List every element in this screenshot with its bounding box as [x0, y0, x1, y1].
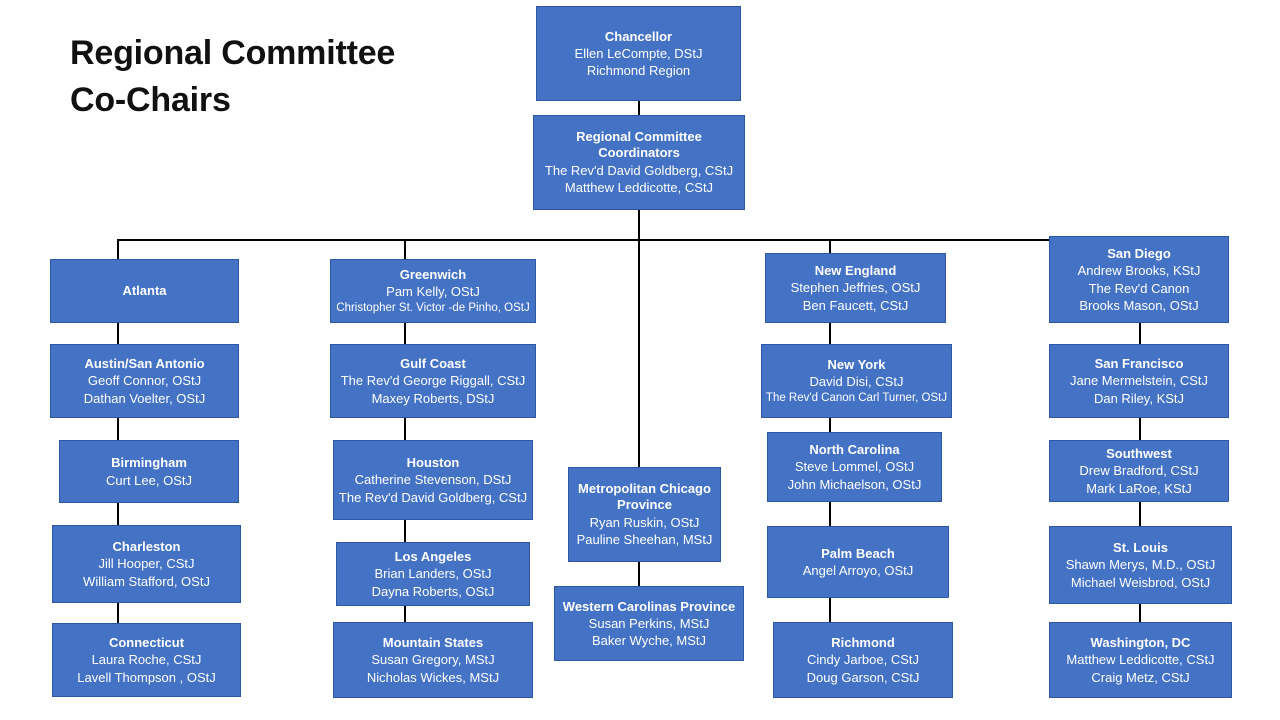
- node-line: Angel Arroyo, OStJ: [802, 563, 914, 578]
- node-los-angeles[interactable]: [336, 542, 530, 606]
- node-line: Pam Kelly, OStJ: [386, 284, 480, 300]
- node-charleston[interactable]: [52, 525, 241, 603]
- node-atlanta[interactable]: [50, 259, 239, 323]
- node-line: Steve Lommel, OStJ: [794, 459, 915, 475]
- node-line: Cindy Jarboe, CStJ: [807, 652, 919, 668]
- connector-c1-1: [117, 322, 119, 344]
- node-line: Richmond Region: [586, 63, 691, 79]
- connector-c3-1: [638, 562, 640, 586]
- node-line: Matthew Leddicotte, CStJ: [1066, 652, 1215, 668]
- node-title: Palm Beach: [821, 545, 895, 561]
- node-line: Curt Lee, OStJ: [106, 472, 192, 488]
- node-title: Western Carolinas Province: [562, 598, 736, 614]
- node-new-york[interactable]: [761, 344, 952, 418]
- node-line: Nicholas Wickes, MStJ: [366, 669, 500, 685]
- node-title: Charleston: [112, 539, 181, 555]
- node-line: Jill Hooper, CStJ: [98, 556, 195, 572]
- node-title: Mountain States: [382, 635, 484, 651]
- node-line: Lavell Thompson , OStJ: [77, 669, 216, 685]
- node-line: Drew Bradford, CStJ: [1079, 463, 1199, 479]
- page-title: [70, 30, 500, 124]
- connector-c5-3: [1139, 502, 1141, 526]
- node-line: The Rev'd Canon Carl Turner, OStJ: [765, 391, 948, 404]
- node-line: Dan Riley, KStJ: [1093, 390, 1185, 406]
- node-line: Baker Wyche, MStJ: [591, 633, 707, 649]
- node-title: Austin/San Antonio: [84, 356, 205, 372]
- node-line: Brian Landers, OStJ: [374, 566, 492, 582]
- node-title-line-2: Coordinators: [598, 145, 680, 161]
- node-line: Susan Perkins, MStJ: [588, 615, 710, 631]
- node-title: Richmond: [831, 635, 895, 651]
- node-st-louis[interactable]: [1049, 526, 1232, 604]
- node-line: Craig Metz, CStJ: [1091, 669, 1190, 685]
- connector-horizontal-bus: [117, 239, 1140, 241]
- node-title: Chancellor: [604, 28, 673, 44]
- node-line: The Rev'd David Goldberg, CStJ: [338, 489, 528, 505]
- node-line: Mark LaRoe, KStJ: [1086, 480, 1192, 496]
- node-new-england[interactable]: [765, 253, 946, 323]
- connector-c1-4: [117, 602, 119, 623]
- node-title-line-1: Metropolitan Chicago: [578, 481, 711, 497]
- node-north-carolina[interactable]: [767, 432, 942, 502]
- node-title-line-2: Province: [617, 497, 672, 513]
- connector-c4-3: [829, 502, 831, 526]
- connector-c5-2: [1139, 418, 1141, 440]
- node-line: Doug Garson, CStJ: [806, 669, 920, 685]
- node-title: St. Louis: [1113, 540, 1168, 556]
- node-line: Pauline Sheehan, MStJ: [576, 531, 713, 547]
- node-line: John Michaelson, OStJ: [787, 476, 922, 492]
- node-title: Southwest: [1106, 446, 1172, 462]
- connector-coordinators-bus: [638, 210, 640, 240]
- node-line: Jane Mermelstein, CStJ: [1070, 373, 1208, 389]
- node-houston[interactable]: [333, 440, 533, 520]
- node-title: Gulf Coast: [400, 356, 466, 372]
- node-title: Connecticut: [108, 635, 185, 651]
- node-western-carolinas-province[interactable]: [554, 586, 744, 661]
- node-palm-beach[interactable]: [767, 526, 949, 598]
- connector-c2-4: [404, 606, 406, 622]
- connector-c5-4: [1139, 604, 1141, 622]
- connector-drop-column-2: [404, 239, 406, 260]
- node-line: David Disi, CStJ: [809, 374, 904, 390]
- node-chancellor[interactable]: [536, 6, 741, 101]
- node-greenwich[interactable]: [330, 259, 536, 323]
- node-line: Ryan Ruskin, OStJ: [589, 514, 700, 530]
- node-washington-dc[interactable]: [1049, 622, 1232, 698]
- node-southwest[interactable]: [1049, 440, 1229, 502]
- connector-c2-1: [404, 322, 406, 344]
- node-line: Dathan Voelter, OStJ: [83, 390, 206, 406]
- connector-c5-1: [1139, 322, 1141, 344]
- node-title: Birmingham: [111, 455, 187, 471]
- node-title: San Diego: [1107, 246, 1171, 262]
- node-line: Matthew Leddicotte, CStJ: [564, 179, 714, 195]
- node-line: Ben Faucett, CStJ: [802, 297, 909, 313]
- node-connecticut[interactable]: [52, 623, 241, 697]
- node-line: William Stafford, OStJ: [83, 573, 210, 589]
- node-line: Catherine Stevenson, DStJ: [354, 472, 512, 488]
- connector-c4-4: [829, 598, 831, 622]
- node-line: Andrew Brooks, KStJ: [1077, 263, 1201, 279]
- node-title: New York: [827, 357, 886, 373]
- node-title: Houston: [406, 455, 460, 471]
- connector-drop-column-4: [829, 239, 831, 253]
- node-line: Stephen Jeffries, OStJ: [790, 280, 921, 296]
- node-austin-san-antonio[interactable]: [50, 344, 239, 418]
- node-line: Christopher St. Victor -de Pinho, OStJ: [336, 301, 530, 314]
- node-richmond[interactable]: [773, 622, 953, 698]
- node-line: The Rev'd George Riggall, CStJ: [340, 373, 526, 389]
- connector-c4-1: [829, 322, 831, 344]
- node-mountain-states[interactable]: [333, 622, 533, 698]
- node-title: Atlanta: [122, 283, 167, 299]
- connector-drop-column-3: [638, 239, 640, 467]
- node-line: The Rev'd Canon: [1088, 280, 1190, 296]
- node-line: The Rev'd David Goldberg, CStJ: [544, 162, 734, 178]
- connector-chancellor-coordinators: [638, 100, 640, 116]
- page-title-line-2: Co-Chairs: [70, 80, 231, 119]
- node-line: Brooks Mason, OStJ: [1079, 297, 1199, 313]
- node-title: San Francisco: [1094, 356, 1184, 372]
- connector-c1-2: [117, 418, 119, 440]
- node-title-line-1: Regional Committee: [576, 129, 702, 145]
- node-line: Geoff Connor, OStJ: [87, 373, 202, 389]
- node-birmingham[interactable]: [59, 440, 239, 503]
- node-line: Maxey Roberts, DStJ: [371, 390, 495, 406]
- page-title-line-1: Regional Committee: [70, 34, 396, 72]
- connector-c1-3: [117, 502, 119, 525]
- node-title: North Carolina: [809, 442, 900, 458]
- node-title: Washington, DC: [1090, 635, 1191, 651]
- node-line: Shawn Merys, M.D., OStJ: [1065, 557, 1216, 573]
- node-line: Susan Gregory, MStJ: [371, 652, 495, 668]
- node-gulf-coast[interactable]: [330, 344, 536, 418]
- connector-drop-column-1: [117, 239, 119, 260]
- node-line: Ellen LeCompte, DStJ: [574, 45, 703, 61]
- node-title: Los Angeles: [394, 549, 472, 565]
- node-san-francisco[interactable]: [1049, 344, 1229, 418]
- node-line: Michael Weisbrod, OStJ: [1070, 574, 1211, 590]
- connector-c4-2: [829, 418, 831, 432]
- node-metropolitan-chicago-province[interactable]: [568, 467, 721, 562]
- node-regional-committee-coordinators[interactable]: [533, 115, 745, 210]
- connector-c2-2: [404, 418, 406, 440]
- connector-c2-3: [404, 520, 406, 542]
- node-line: Laura Roche, CStJ: [91, 652, 202, 668]
- node-title: Greenwich: [399, 267, 467, 283]
- node-san-diego[interactable]: [1049, 236, 1229, 323]
- node-title: New England: [814, 263, 897, 279]
- node-line: Dayna Roberts, OStJ: [371, 583, 495, 599]
